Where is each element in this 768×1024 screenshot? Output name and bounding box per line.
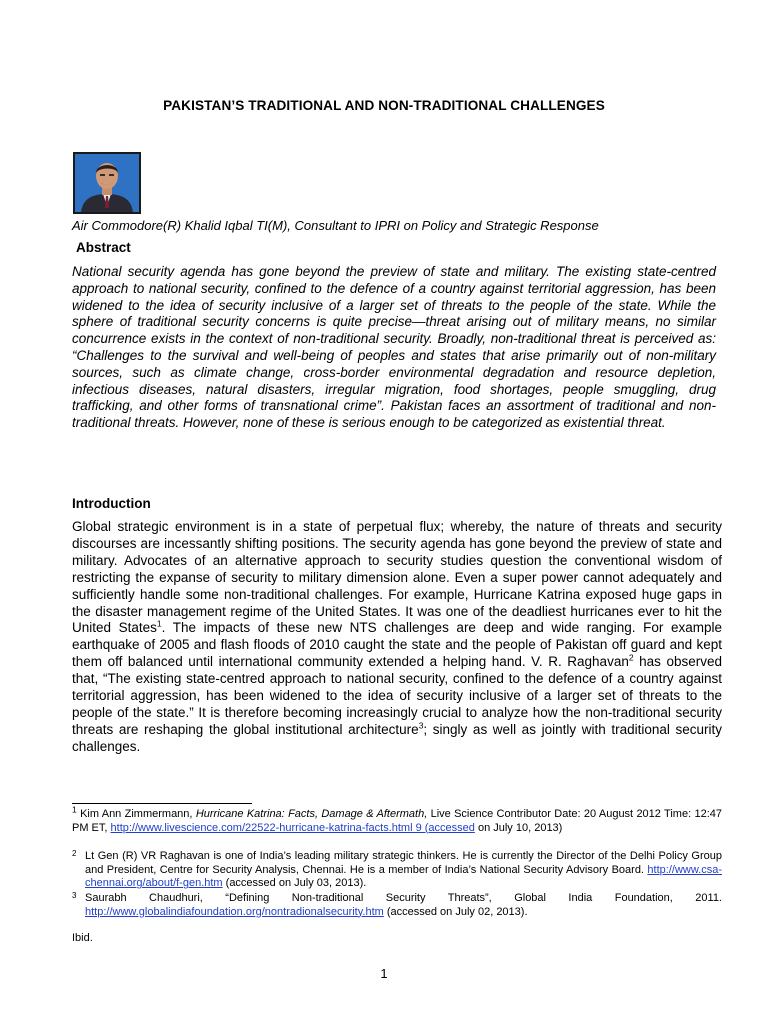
footnote-mark: 1 — [72, 804, 77, 815]
footnote-text: Lt Gen (R) VR Raghavan is one of India’s leading military strategic thinkers. He is currently the Director of the Delhi Policy Group and President, Centre for Security Analysis, Chennai. He is a member of India’s National Security Advisory Board. — [85, 850, 722, 876]
footnote-text: (accessed on July 03, 2013). — [222, 877, 367, 890]
footnote-ibid: Ibid. — [72, 932, 93, 944]
intro-text-part: has observed that, “The existing state-centred approach to national security, confined to the defence of a country against territorial aggression, has been widened to the idea of security inclusive of a larger set of threats to the people of the state.” It is therefore becoming increasingly crucial to analyze how the non-traditional security threats are reshaping the global institutional architecture — [72, 654, 723, 737]
footnote-mark: 3 — [72, 891, 77, 900]
footnote-mark: 2 — [72, 849, 77, 858]
page-number: 1 — [380, 966, 388, 981]
footnote-link[interactable]: http://www.livescience.com/22522-hurricane-katrina-facts.html 9 (accessed — [110, 821, 475, 834]
footnote-link[interactable]: http://www.globalindiafoundation.org/nontradionalsecurity.htm — [85, 905, 384, 918]
author-portrait-icon — [75, 154, 139, 212]
footnote-text: Live Science Contributor Date: 20 August 2012 Time: 12:47 PM ET, — [72, 808, 722, 834]
author-byline: Air Commodore(R) Khalid Iqbal TI(M), Consultant to IPRI on Policy and Strategic Response — [72, 218, 599, 233]
footnote-ref-3[interactable]: 3 — [418, 720, 424, 731]
footnote-3 — [72, 892, 722, 919]
footnote-text: (accessed on July 02, 2013). — [383, 905, 528, 918]
footnote-link[interactable]: http://www.csa-chennai.org/about/f-gen.htm — [85, 863, 722, 890]
footnote-2 — [72, 850, 722, 891]
intro-text-part: Global strategic environment is in a state of perpetual flux; whereby, the nature of threats and security discourses are incessantly shifting positions. The security agenda has gone beyond the preview of state and military. Advocates of an alternative approach to security studies question the conventional wisdom of restricting the expanse of security to military dimension alone. Even a super power cannot adequately and sufficiently handle some non-traditional challenges. For example, Hurricane Katrina exposed huge gaps in the disaster management regime of the United States. It was one of the deadliest hurricanes ever to hit the United States — [72, 519, 722, 636]
abstract-heading: Abstract — [76, 240, 131, 255]
page-title: PAKISTAN’S TRADITIONAL AND NON-TRADITIONAL CHALLENGES — [163, 98, 605, 113]
abstract-text: National security agenda has gone beyond the preview of state and military. The existing state-centred approach to national security, confined to the defence of a country against territorial aggression, has been widened to the idea of security inclusive of a larger set of threats to the people of the state. While the sphere of traditional security concerns is quite precise—threat arising out of military means, no similar concurrence exists in the context of non-traditional security. Broadly, non-traditional threat is perceived as: “Challenges to the survival and well-being of peoples and states that arise primarily out of non-military sources, such as climate change, cross-border environmental degradation and resource depletion, infectious diseases, natural disasters, irregular migration, food shortages, people smuggling, drug trafficking, and other forms of transnational crime”. Pakistan faces an assortment of traditional and non-traditional threats. However, none of these is serious enough to be categorized as existential threat. — [72, 264, 716, 431]
intro-text-part: ; singly as well as jointly with traditional security challenges. — [72, 721, 722, 754]
introduction-paragraph — [72, 519, 722, 756]
footnote-text: Kim Ann Zimmermann, — [76, 808, 196, 820]
author-photo — [73, 152, 141, 214]
footnote-ref-1[interactable]: 1 — [156, 618, 162, 629]
footnote-ref-2[interactable]: 2 — [628, 652, 634, 663]
intro-text-part: . The impacts of these new NTS challenges are deep and wide ranging. For example earthquake of 2005 and flash floods of 2010 caught the state and the people of Pakistan off guard and kept them off balanced until international community extended a helping hand. V. R. Raghavan — [72, 620, 722, 670]
footnote-text: Saurabh Chaudhuri, “Defining Non-traditional Security Threats”, Global India Foundation, 2011. — [85, 892, 722, 904]
footnote-text: on July 10, 2013) — [474, 821, 563, 834]
introduction-heading: Introduction — [72, 496, 151, 511]
footnote-1 — [72, 804, 722, 835]
footnote-title: Hurricane Katrina: Facts, Damage & Aftermath, — [195, 808, 428, 820]
footnote-divider — [72, 803, 252, 804]
